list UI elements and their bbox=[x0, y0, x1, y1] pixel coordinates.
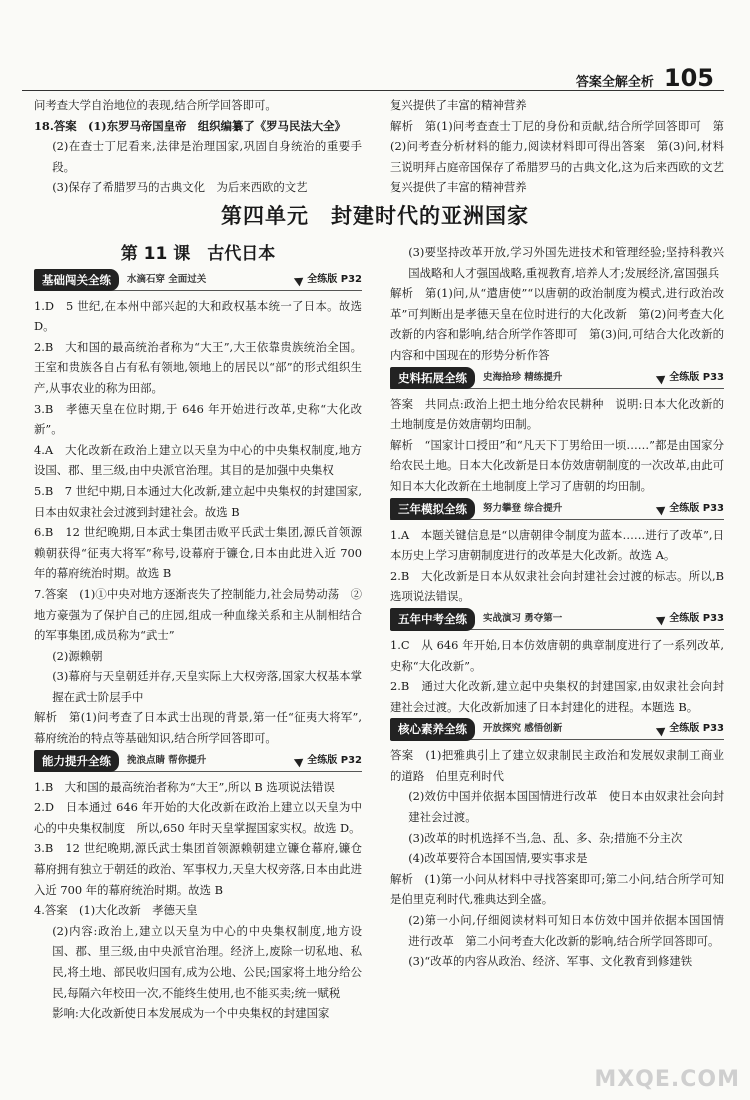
analysis-item: 解析 第(1)问考查了日本武士出现的背景,第一任“征夷大将军”,幕府统治的特点等基础知识,结合所学回答即可。 bbox=[34, 710, 362, 746]
ref-text: 全练版 P33 bbox=[669, 371, 724, 383]
section-slogan: 实战演习 勇夺第一 bbox=[483, 613, 563, 625]
text-line: 复兴提供了丰富的精神营养 bbox=[390, 98, 527, 112]
right-column bbox=[390, 242, 724, 972]
answer-item: 2.B 大和国的最高统治者称为“大王”,大王依靠贵族统治全国。王室和贵族各自占有私有领地,领地上的居民以“部”的形式组织生产,从事农业的称为田部。 bbox=[34, 339, 362, 395]
section-tag: 三年模拟全练 bbox=[390, 498, 475, 521]
section-bar-ability bbox=[34, 752, 362, 772]
answer-item: 1.C 从 646 年开始,日本仿效唐朝的典章制度进行了一系列改革,史称“大化改新”。 bbox=[390, 637, 724, 673]
section-ref bbox=[296, 751, 362, 772]
section-bar-three-year bbox=[390, 500, 724, 520]
watermark: MXQE.COM bbox=[594, 1067, 740, 1092]
top-right-column bbox=[390, 95, 724, 198]
section-bar-source bbox=[390, 369, 724, 389]
answer-item: 4.答案 (1)大化改新 孝德天皇 bbox=[34, 903, 198, 918]
ref-text: 全练版 P33 bbox=[669, 613, 724, 625]
section-tag: 能力提升全练 bbox=[34, 750, 119, 773]
answer-item: 答案 (1)把雅典引上了建立奴隶制民主政治和发展奴隶制工商业的道路 伯里克利时代 bbox=[390, 748, 724, 783]
answer-item: (3)改革的时机选择不当,急、乱、多、杂;措施不分主次 bbox=[408, 830, 683, 845]
section-slogan: 挽浪点睛 帮你提升 bbox=[127, 754, 207, 766]
section-ref bbox=[658, 719, 724, 740]
answer-item: (3)幕府与天皇朝廷并存,天皇实际上大权旁落,国家大权基本掌握在武士阶层手中 bbox=[52, 669, 362, 704]
answer-item: (4)改革要符合本国国情,要实事求是 bbox=[408, 851, 588, 866]
analysis-item: 解析 (1)第一小问从材料中寻找答案即可;第二小问,结合所学可知是伯里克利时代,雅典达到全盛。 bbox=[390, 871, 724, 907]
section-slogan: 开放探究 感悟创新 bbox=[483, 723, 563, 735]
ref-text: 全练版 P32 bbox=[307, 754, 362, 766]
answer-item: 7.答案 (1)①中央对地方逐渐丧失了控制能力,社会局势动荡 ②地方豪强为了保护自己的庄园,组成一种血缘关系和主从制相结合的军事集团,成员称为“武士” bbox=[34, 586, 362, 643]
analysis-item: (2)第一小问,仔细阅读材料可知日本仿效中国并依据本国国情进行改革 第二小问考查大化改新的影响,结合所学回答即可。 bbox=[408, 913, 724, 948]
section-ref bbox=[658, 368, 724, 389]
section-tag: 史料拓展全练 bbox=[390, 367, 475, 390]
section-bar-basic bbox=[34, 271, 362, 291]
arrow-icon bbox=[656, 503, 668, 516]
arrow-icon bbox=[294, 274, 306, 287]
header-rule bbox=[22, 90, 724, 91]
analysis-18: 解析 第(1)问考查查士丁尼的身份和贡献,结合所学回答即可 第(2)问考查分析材料的能力,阅读材料即可得出答案 第(3)问,材料三说明拜占庭帝国保存了希腊罗马的古典文化,这为后来西欧的文艺复兴提供了丰富的精神营养 bbox=[390, 118, 724, 195]
answer-18: 18.答案 (1)东罗马帝国皇帝 组织编纂了《罗马民法大全》 bbox=[34, 118, 346, 133]
answer-item: 2.B 大化改新是日本从奴隶社会向封建社会过渡的标志。所以,B 选项说法错误。 bbox=[390, 568, 724, 604]
section-ref bbox=[658, 609, 724, 630]
ref-text: 全练版 P33 bbox=[669, 502, 724, 514]
page-number: 105 bbox=[663, 64, 714, 92]
unit-title: 第四单元 封建时代的亚洲国家 bbox=[221, 204, 529, 228]
lesson-title: 第 11 课 古代日本 bbox=[120, 244, 276, 264]
ref-text: 全练版 P32 bbox=[307, 273, 362, 285]
answer-item: 5.B 7 世纪中期,日本通过大化改新,建立起中央集权的封建国家,日本由奴隶社会过渡到封建社会。故选 B bbox=[34, 483, 362, 519]
answer-item: (2)内容:政治上,建立以天皇为中心的中央集权制度,地方设国、郡、里三级,由中央派官治理。经济上,废除一切私地、私民,将土地、部民收归国有,成为公地、公民;国家将土地分给公民,每隔六年校田一次,不能终生使用,也不能买卖;统一赋税 bbox=[52, 923, 362, 1000]
arrow-icon bbox=[656, 372, 668, 385]
section-slogan: 水滴石穿 全面过关 bbox=[127, 273, 207, 285]
text-line: 问考查大学自治地位的表现,结合所学回答即可。 bbox=[34, 98, 277, 112]
section-slogan: 史海拾珍 精练提升 bbox=[483, 371, 563, 383]
ref-text: 全练版 P33 bbox=[669, 723, 724, 735]
answer-item: 2.D 日本通过 646 年开始的大化改新在政治上建立以天皇为中心的中央集权制度 所以,650 年时天皇掌握国家实权。故选 D。 bbox=[34, 800, 362, 835]
answer-item: 2.B 通过大化改新,建立起中央集权的封建国家,由奴隶社会向封建社会过渡。大化改新加速了日本封建化的进程。本题选 B。 bbox=[390, 679, 724, 714]
analysis-item: (3)“改革的内容从政治、经济、军事、文化教育到修建铁 bbox=[408, 954, 693, 969]
answer-item: (2)效仿中国并依据本国国情进行改革 使日本由奴隶社会向封建社会过渡。 bbox=[408, 789, 724, 825]
left-column bbox=[34, 244, 362, 1024]
section-tag: 五年中考全练 bbox=[390, 608, 475, 631]
answer-item: 3.B 12 世纪晚期,源氏武士集团首领源赖朝建立镰仓幕府,镰仓幕府拥有独立于朝廷的政治、军事权力,天皇大权旁落,日本由此进入近 700 年的幕府统治时期。故选 B bbox=[34, 841, 362, 897]
answer-item: 1.A 本题关键信息是“以唐朝律令制度为蓝本……进行了改革”,日本历史上学习唐朝制度进行的改革是大化改新。故选 A。 bbox=[390, 527, 724, 563]
answer-item: (2)源赖朝 bbox=[52, 648, 103, 663]
arrow-icon bbox=[656, 723, 668, 736]
text-line: (3)保存了希腊罗马的古典文化 为后来西欧的文艺 bbox=[52, 180, 308, 195]
section-tag: 核心素养全练 bbox=[390, 718, 475, 741]
text-line: (2)在查士丁尼看来,法律是治理国家,巩固自身统治的重要手段。 bbox=[52, 139, 362, 174]
section-slogan: 努力攀登 综合提升 bbox=[483, 502, 563, 514]
analysis-item: 解析 “国家计口授田”和“凡天下丁男给田一顷……”都是由国家分给农民土地。日本大化改新是日本仿效唐朝制度的一次改革,由此可知日本大化改新在土地制度上学习了唐朝的均田制。 bbox=[390, 437, 724, 493]
analysis-item: 解析 第(1)问,从“遣唐使”“以唐朝的政治制度为模式,进行政治改革”可判断出是孝德天皇在位时进行的大化改新 第(2)问考查大化改新的内容和影响,结合所学作答即可 第(3)问,可结合大化改新的内容和中国现在的形势分析作答 bbox=[390, 286, 724, 362]
answer-item: 影响:大化改新使日本发展成为一个中央集权的封建国家 bbox=[52, 1006, 330, 1021]
section-bar-five-year bbox=[390, 610, 724, 630]
section-ref bbox=[658, 499, 724, 520]
header-label: 答案全解全析 bbox=[575, 75, 654, 90]
top-left-column bbox=[34, 95, 362, 198]
answer-item: 答案 共同点:政治上把土地分给农民耕种 说明:日本大化改新的土地制度是仿效唐朝均田制。 bbox=[390, 396, 724, 432]
section-tag: 基础闯关全练 bbox=[34, 269, 119, 292]
arrow-icon bbox=[294, 755, 306, 768]
answer-item: (3)要坚持改革开放,学习外国先进技术和管理经验;坚持科教兴国战略和人才强国战略,重视教育,培养人才;发展经济,富国强兵 bbox=[408, 245, 724, 280]
answer-item: 6.B 12 世纪晚期,日本武士集团击败平氏武士集团,源氏首领源赖朝获得“征夷大将军”称号,设幕府于镰仓,日本由此进入近 700 年的幕府统治时期。故选 B bbox=[34, 525, 362, 581]
arrow-icon bbox=[656, 613, 668, 626]
section-bar-core bbox=[390, 720, 724, 740]
answer-item: 3.B 孝德天皇在位时期,于 646 年开始进行改革,史称“大化改新”。 bbox=[34, 401, 362, 437]
answer-item: 1.B 大和国的最高统治者称为“大王”,所以 B 选项说法错误 bbox=[34, 779, 335, 794]
answer-item: 4.A 大化改新在政治上建立以天皇为中心的中央集权制度,地方设国、郡、里三级,由中央派官治理。其目的是加强中央集权 bbox=[34, 442, 362, 478]
section-ref bbox=[296, 270, 362, 291]
answer-item: 1.D 5 世纪,在本州中部兴起的大和政权基本统一了日本。故选 D。 bbox=[34, 298, 362, 334]
